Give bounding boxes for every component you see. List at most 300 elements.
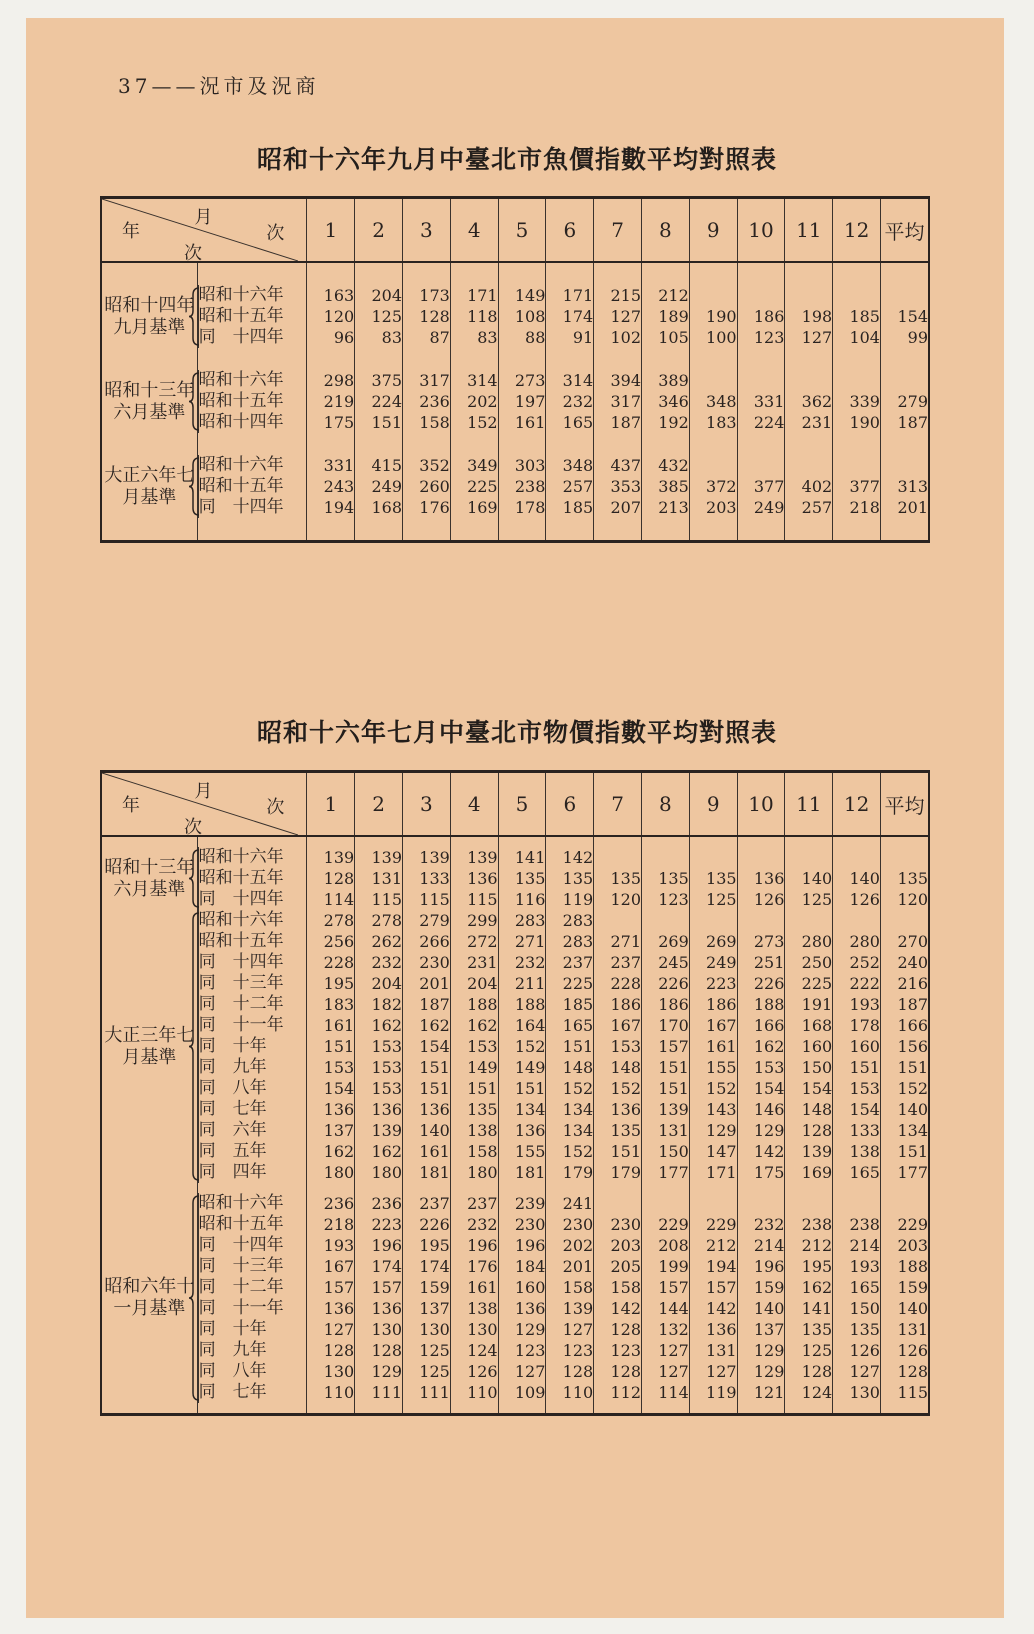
index-value: 135	[594, 868, 642, 889]
table-row	[101, 1319, 929, 1340]
index-value: 157	[355, 1277, 403, 1298]
index-value: 176	[450, 1256, 498, 1277]
index-value	[833, 1193, 881, 1214]
base-period-label: 大正三年七月基準	[101, 910, 198, 1183]
index-value: 105	[642, 327, 690, 348]
index-value: 118	[450, 306, 498, 327]
table-row	[101, 1298, 929, 1319]
index-value: 232	[546, 391, 594, 412]
index-value: 353	[594, 476, 642, 497]
index-value: 245	[642, 952, 690, 973]
index-value: 278	[355, 910, 403, 931]
index-value: 249	[355, 476, 403, 497]
table-row	[101, 497, 929, 518]
corner-ci-label: 次	[184, 817, 202, 838]
index-value: 127	[546, 1319, 594, 1340]
table-row	[101, 1162, 929, 1183]
index-value: 114	[642, 1382, 690, 1403]
index-value: 88	[498, 327, 546, 348]
index-value	[689, 910, 737, 931]
index-value: 188	[450, 994, 498, 1015]
index-value	[689, 1193, 737, 1214]
index-value: 346	[642, 391, 690, 412]
index-value: 161	[450, 1277, 498, 1298]
index-value: 140	[785, 868, 833, 889]
index-value: 211	[498, 973, 546, 994]
index-value: 153	[450, 1036, 498, 1057]
month-header: 5	[498, 198, 546, 263]
index-value: 135	[594, 1120, 642, 1141]
index-value: 142	[737, 1141, 785, 1162]
index-value: 394	[594, 370, 642, 391]
corner-ci-label: 次	[184, 243, 202, 264]
index-value: 230	[498, 1214, 546, 1235]
index-value: 126	[450, 1361, 498, 1382]
index-value: 151	[594, 1141, 642, 1162]
index-value: 152	[594, 1078, 642, 1099]
index-value: 123	[498, 1340, 546, 1361]
index-value: 160	[498, 1277, 546, 1298]
index-value: 136	[307, 1298, 355, 1319]
table-row	[101, 931, 929, 952]
index-value: 238	[833, 1214, 881, 1235]
index-value: 170	[642, 1015, 690, 1036]
month-header: 3	[403, 772, 451, 837]
average-value	[880, 455, 929, 476]
index-value: 204	[355, 973, 403, 994]
index-value: 142	[546, 847, 594, 868]
index-value: 151	[403, 1078, 451, 1099]
index-value: 128	[307, 1340, 355, 1361]
index-value	[642, 1193, 690, 1214]
index-value: 203	[689, 497, 737, 518]
index-value: 225	[785, 973, 833, 994]
base-period-label: 昭和六年十一月基準	[101, 1193, 198, 1403]
index-value: 226	[403, 1214, 451, 1235]
index-value: 141	[785, 1298, 833, 1319]
average-value: 313	[880, 476, 929, 497]
index-value: 157	[642, 1277, 690, 1298]
table-row	[101, 306, 929, 327]
index-value: 148	[546, 1057, 594, 1078]
index-value: 144	[642, 1298, 690, 1319]
table-row	[101, 1214, 929, 1235]
index-value: 128	[307, 868, 355, 889]
index-value: 218	[833, 497, 881, 518]
index-value: 222	[833, 973, 881, 994]
index-value: 168	[355, 497, 403, 518]
average-value: 203	[880, 1235, 929, 1256]
average-value: 216	[880, 973, 929, 994]
index-value: 131	[689, 1340, 737, 1361]
index-value: 187	[403, 994, 451, 1015]
index-value: 174	[355, 1256, 403, 1277]
base-period-label: 大正六年七月基準	[101, 455, 198, 518]
index-value: 158	[450, 1141, 498, 1162]
index-value: 127	[642, 1340, 690, 1361]
index-value: 214	[737, 1235, 785, 1256]
index-value: 149	[498, 285, 546, 306]
index-value: 237	[450, 1193, 498, 1214]
index-value: 110	[450, 1382, 498, 1403]
index-value: 266	[403, 931, 451, 952]
index-value: 167	[307, 1256, 355, 1277]
index-value: 195	[785, 1256, 833, 1277]
index-value: 331	[307, 455, 355, 476]
table-row	[101, 1036, 929, 1057]
row-year-label: 昭和十五年	[198, 931, 307, 952]
index-value: 197	[498, 391, 546, 412]
average-value: 229	[880, 1214, 929, 1235]
index-value: 190	[833, 412, 881, 433]
row-year-label: 同 十年	[198, 1036, 307, 1057]
index-value: 127	[833, 1361, 881, 1382]
month-header: 9	[689, 198, 737, 263]
index-value: 279	[403, 910, 451, 931]
index-value: 124	[450, 1340, 498, 1361]
index-value: 131	[642, 1120, 690, 1141]
table-row	[101, 1099, 929, 1120]
index-value: 230	[546, 1214, 594, 1235]
month-header: 1	[307, 772, 355, 837]
table1-title: 昭和十六年九月中臺北市魚價指數平均對照表	[256, 145, 777, 174]
index-value: 148	[594, 1057, 642, 1078]
index-value: 185	[546, 994, 594, 1015]
index-value: 123	[594, 1340, 642, 1361]
index-value: 195	[403, 1235, 451, 1256]
index-value: 153	[355, 1036, 403, 1057]
index-value: 165	[833, 1277, 881, 1298]
index-value: 123	[642, 889, 690, 910]
index-value: 162	[355, 1141, 403, 1162]
index-value: 180	[355, 1162, 403, 1183]
index-value: 154	[307, 1078, 355, 1099]
corner-header-cell	[101, 772, 307, 837]
average-value: 240	[880, 952, 929, 973]
index-value: 135	[833, 1319, 881, 1340]
average-value: 134	[880, 1120, 929, 1141]
table-row	[101, 1340, 929, 1361]
index-value: 174	[403, 1256, 451, 1277]
row-year-label: 同 十四年	[198, 952, 307, 973]
index-value: 385	[642, 476, 690, 497]
average-value: 279	[880, 391, 929, 412]
index-value: 91	[546, 327, 594, 348]
table-row	[101, 370, 929, 391]
average-value: 156	[880, 1036, 929, 1057]
index-value	[737, 1193, 785, 1214]
index-value: 102	[594, 327, 642, 348]
table-row	[101, 391, 929, 412]
table-row	[101, 973, 929, 994]
index-value: 201	[403, 973, 451, 994]
index-value: 150	[833, 1298, 881, 1319]
index-value: 152	[546, 1078, 594, 1099]
index-value: 87	[403, 327, 451, 348]
index-value: 167	[689, 1015, 737, 1036]
index-value: 125	[785, 889, 833, 910]
row-year-label: 同 十四年	[198, 497, 307, 518]
fish-price-index-table	[100, 196, 930, 543]
table-row	[101, 1277, 929, 1298]
running-head: 37——況市及況商	[118, 74, 320, 98]
average-value: 166	[880, 1015, 929, 1036]
index-value: 128	[785, 1361, 833, 1382]
index-value: 186	[642, 994, 690, 1015]
index-value: 155	[689, 1057, 737, 1078]
index-value: 299	[450, 910, 498, 931]
index-value: 239	[498, 1193, 546, 1214]
row-year-label: 昭和十六年	[198, 1193, 307, 1214]
table-row	[101, 994, 929, 1015]
index-value: 151	[833, 1057, 881, 1078]
index-value: 273	[498, 370, 546, 391]
index-value: 231	[785, 412, 833, 433]
base-period-label: 昭和十三年六月基準	[101, 370, 198, 433]
index-value: 314	[450, 370, 498, 391]
average-value	[880, 847, 929, 868]
index-value: 150	[642, 1141, 690, 1162]
index-value: 389	[642, 370, 690, 391]
index-value: 129	[498, 1319, 546, 1340]
index-value: 154	[737, 1078, 785, 1099]
index-value: 149	[498, 1057, 546, 1078]
index-value: 225	[546, 973, 594, 994]
index-value: 185	[833, 306, 881, 327]
index-value: 153	[307, 1057, 355, 1078]
index-value: 137	[403, 1298, 451, 1319]
index-value: 348	[689, 391, 737, 412]
index-value: 194	[307, 497, 355, 518]
index-value: 171	[450, 285, 498, 306]
row-year-label: 同 九年	[198, 1340, 307, 1361]
index-value: 199	[642, 1256, 690, 1277]
brace-mark	[189, 370, 201, 433]
index-value: 230	[594, 1214, 642, 1235]
index-value: 138	[833, 1141, 881, 1162]
index-value	[833, 910, 881, 931]
index-value: 127	[594, 306, 642, 327]
month-header: 2	[355, 772, 403, 837]
index-value: 151	[307, 1036, 355, 1057]
row-year-label: 昭和十五年	[198, 306, 307, 327]
index-value: 207	[594, 497, 642, 518]
index-value: 132	[642, 1319, 690, 1340]
index-value: 151	[450, 1078, 498, 1099]
month-header: 10	[737, 772, 785, 837]
index-value: 152	[546, 1141, 594, 1162]
index-value: 224	[737, 412, 785, 433]
index-value: 131	[355, 868, 403, 889]
month-header: 1	[307, 198, 355, 263]
index-value: 154	[403, 1036, 451, 1057]
average-value: 152	[880, 1078, 929, 1099]
table-row	[101, 847, 929, 868]
index-value: 241	[546, 1193, 594, 1214]
index-value: 249	[737, 497, 785, 518]
index-value: 348	[546, 455, 594, 476]
index-value: 136	[307, 1099, 355, 1120]
index-value: 236	[355, 1193, 403, 1214]
index-value: 171	[689, 1162, 737, 1183]
index-value: 243	[307, 476, 355, 497]
average-value: 151	[880, 1141, 929, 1162]
average-value: 128	[880, 1361, 929, 1382]
index-value: 136	[498, 1298, 546, 1319]
index-value	[642, 910, 690, 931]
index-value: 166	[737, 1015, 785, 1036]
index-value: 109	[498, 1382, 546, 1403]
index-value: 125	[403, 1361, 451, 1382]
index-value: 136	[450, 868, 498, 889]
index-value	[833, 285, 881, 306]
index-value: 133	[403, 868, 451, 889]
index-value	[689, 455, 737, 476]
month-header: 6	[546, 198, 594, 263]
index-value: 147	[689, 1141, 737, 1162]
average-value: 201	[880, 497, 929, 518]
index-value: 108	[498, 306, 546, 327]
index-value: 152	[689, 1078, 737, 1099]
index-value: 375	[355, 370, 403, 391]
index-value: 180	[450, 1162, 498, 1183]
index-value: 196	[498, 1235, 546, 1256]
index-value: 193	[833, 1256, 881, 1277]
index-value: 158	[594, 1277, 642, 1298]
index-value: 271	[498, 931, 546, 952]
index-value: 179	[546, 1162, 594, 1183]
index-value: 249	[689, 952, 737, 973]
index-value: 162	[403, 1015, 451, 1036]
index-value: 135	[498, 868, 546, 889]
index-value: 176	[403, 497, 451, 518]
index-value: 136	[403, 1099, 451, 1120]
index-value: 183	[307, 994, 355, 1015]
row-year-label: 昭和十五年	[198, 476, 307, 497]
index-value: 153	[594, 1036, 642, 1057]
index-value: 219	[307, 391, 355, 412]
month-header: 6	[546, 772, 594, 837]
index-value: 159	[737, 1277, 785, 1298]
index-value: 153	[737, 1057, 785, 1078]
average-value: 120	[880, 889, 929, 910]
index-value: 213	[642, 497, 690, 518]
row-year-label: 昭和十六年	[198, 370, 307, 391]
brace-mark	[189, 1193, 201, 1403]
table-row	[101, 868, 929, 889]
index-value: 193	[307, 1235, 355, 1256]
month-header: 8	[642, 198, 690, 263]
month-header: 3	[403, 198, 451, 263]
index-value: 158	[546, 1277, 594, 1298]
index-value: 182	[355, 994, 403, 1015]
index-value: 127	[307, 1319, 355, 1340]
base-period-label: 昭和十四年九月基準	[101, 285, 198, 348]
index-value: 151	[403, 1057, 451, 1078]
index-value: 136	[689, 1319, 737, 1340]
index-value	[689, 285, 737, 306]
base-period-label: 昭和十三年六月基準	[101, 847, 198, 910]
index-value: 151	[498, 1078, 546, 1099]
index-value	[833, 847, 881, 868]
index-value: 139	[307, 847, 355, 868]
index-value: 317	[594, 391, 642, 412]
index-value: 157	[307, 1277, 355, 1298]
index-value: 111	[355, 1382, 403, 1403]
index-value	[785, 910, 833, 931]
index-value: 128	[355, 1340, 403, 1361]
index-value: 229	[642, 1214, 690, 1235]
index-value: 283	[546, 931, 594, 952]
index-value: 136	[355, 1298, 403, 1319]
average-value: 187	[880, 994, 929, 1015]
index-value: 110	[546, 1382, 594, 1403]
index-value: 139	[785, 1141, 833, 1162]
index-value: 135	[546, 868, 594, 889]
index-value: 212	[785, 1235, 833, 1256]
index-value: 159	[403, 1277, 451, 1298]
average-value: 131	[880, 1319, 929, 1340]
index-value: 283	[546, 910, 594, 931]
index-value: 237	[594, 952, 642, 973]
index-value: 271	[594, 931, 642, 952]
row-year-label: 同 十一年	[198, 1015, 307, 1036]
index-value: 362	[785, 391, 833, 412]
index-value: 169	[785, 1162, 833, 1183]
average-value: 126	[880, 1340, 929, 1361]
index-value: 130	[403, 1319, 451, 1340]
index-value: 134	[498, 1099, 546, 1120]
index-value: 120	[307, 306, 355, 327]
row-year-label: 同 十年	[198, 1319, 307, 1340]
index-value: 218	[307, 1214, 355, 1235]
index-value: 228	[594, 973, 642, 994]
index-value: 136	[594, 1099, 642, 1120]
index-value: 138	[450, 1120, 498, 1141]
index-value: 121	[737, 1382, 785, 1403]
average-value: 99	[880, 327, 929, 348]
index-value: 437	[594, 455, 642, 476]
index-value: 151	[546, 1036, 594, 1057]
index-value: 204	[450, 973, 498, 994]
index-value: 232	[355, 952, 403, 973]
index-value: 280	[785, 931, 833, 952]
index-value: 180	[307, 1162, 355, 1183]
index-value: 205	[594, 1256, 642, 1277]
index-value: 203	[594, 1235, 642, 1256]
row-year-label: 同 七年	[198, 1099, 307, 1120]
corner-year-label: 年	[122, 221, 140, 242]
index-value: 161	[689, 1036, 737, 1057]
month-header: 12	[833, 772, 881, 837]
average-value: 140	[880, 1298, 929, 1319]
index-value: 226	[642, 973, 690, 994]
index-value: 238	[498, 476, 546, 497]
average-value: 115	[880, 1382, 929, 1403]
table-row	[101, 476, 929, 497]
index-value: 128	[594, 1361, 642, 1382]
index-value: 250	[785, 952, 833, 973]
index-value: 168	[785, 1015, 833, 1036]
index-value: 164	[498, 1015, 546, 1036]
index-value: 130	[450, 1319, 498, 1340]
index-value: 314	[546, 370, 594, 391]
index-value: 230	[403, 952, 451, 973]
index-value: 432	[642, 455, 690, 476]
row-year-label: 同 十二年	[198, 994, 307, 1015]
average-value: 140	[880, 1099, 929, 1120]
index-value: 260	[403, 476, 451, 497]
